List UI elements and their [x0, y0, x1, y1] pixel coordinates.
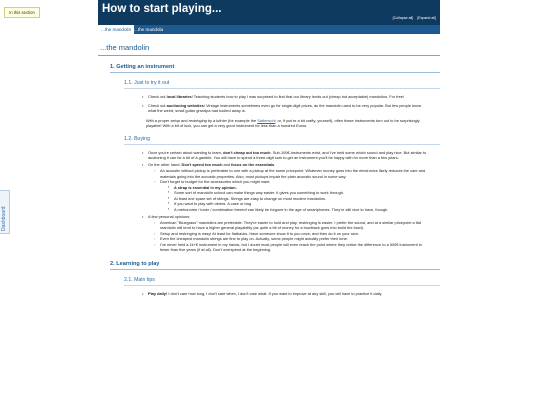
collapse-all-link[interactable]: [Collapse all] [392, 16, 414, 20]
list-item: • A few personal opinions: ◦ American "Bluegrass" mandolins are preferable. They're easier to hold and play, restringing is easier. I prefer the sound, and at a similar pricepoint a flat mandolin will tend to have a higher general playability (as quite a bit of money for a bowlback goes into build the bowl). ◦ Setup and restringing is easy! At least for flatbacks. Have someone show it to you once, and then do it on your own. ◦ Even the cheapest mandolin strings are fine to play on. Actually, some people might actually prefer their tone. ◦ I've never held a 1k+€ instrument in my hands, but I doubt most people will even reach the point where they notice the difference to a 500€ instrument in fewer than five years (if at all). Don't overspend at the beginning. [142, 214, 430, 253]
list-item: ◦ Even the cheapest mandolin strings are fine to play on. Actually, some people might actually prefer their tone. [154, 236, 430, 242]
tab-mandolin[interactable]: ...the mandolin [98, 25, 134, 34]
list-item: • On the other hand: Don't spend too much and focus on the essentials. ◦ An acoustic without pickup is preferable to one with a pickup at the same pricepoint. Whatever money goes into the electronics likely reduces the care and materials going into the acoustic properties. Also, most pickups impair the plain acoustic sound in some way. ◦ Don't forget to budget for the accessories which you might want. ▪ A strap is essential in my opinion. ▪ Some sort of mandolin school can make things way easier. It gives you something to work through. ▪ At least one spare set of strings. Strings are easy to change on most modern mandolins. ▪ If you want to play with others: A case or bag ▪ A metronome / tuner / combination thereof can likely be forgone in the age of smartphones. They're still nice to have, though. [142, 162, 430, 212]
section-heading-mandolin: ...the mandolin [98, 34, 440, 56]
expand-all-link[interactable]: [Expand all] [417, 16, 436, 20]
page-header [98, 0, 440, 25]
try-it-out-list [142, 94, 430, 114]
setup-paragraph: With a proper setup and restringing by a luthier (for example the Sattenschl; or, if you're a bit crafty, yourself), often these instruments turn out to be surprisingly playable! With a bit of luck, you can get a very good instrument for less than a hundred Euros. [146, 117, 420, 128]
list-item: ▪ Some sort of mandolin school can make things way easier. It gives you something to work through. [168, 190, 430, 196]
luthier-link[interactable]: Sattenschl [257, 117, 276, 123]
list-item: ▪ A metronome / tuner / combination thereof can likely be forgone in the age of smartphones. They're still nice to have, though. [168, 207, 430, 213]
subsection-try-it-out[interactable]: 1.1. Just to try it out [124, 80, 440, 89]
list-item: ◦ Don't forget to budget for the accessories which you might want. ▪ A strap is essential in my opinion. ▪ Some sort of mandolin school can make things way easier. It gives you something to work through. ▪ At least one spare set of strings. Strings are easy to change on most modern mandolins. ▪ If you want to play with others: A case or bag ▪ A metronome / tuner / combination thereof can likely be forgone in the age of smartphones. They're still nice to have, though. [154, 179, 430, 212]
main-tips-list [142, 291, 430, 297]
collapse-controls [390, 16, 436, 20]
buying-list [142, 150, 430, 253]
dashboard-tab[interactable] [0, 190, 10, 234]
list-item: • Check out auctioning websites! Vintage instruments sometimes even go for single-digit prices, as the mandolin used to be very popular. But few people know what the weird, small guitar grandpa had tucked away is. [142, 103, 430, 114]
subsection-main-tips[interactable]: 2.1. Main tips [124, 277, 440, 286]
list-item: ▪ A strap is essential in my opinion. [168, 185, 430, 191]
list-item: ◦ Setup and restringing is easy! At least for flatbacks. Have someone show it to you once, and then do it on your own. [154, 231, 430, 237]
list-item: ◦ An acoustic without pickup is preferable to one with a pickup at the same pricepoint. Whatever money goes into the electronics likely reduces the care and materials going into the acoustic properties. Also, most pickups impair the plain acoustic sound in some way. [154, 168, 430, 179]
list-item: • Check out local libraries! Teaching students how to play I was surprised to find that our library lends out (cheap but acceptable) mandolins. For free! [142, 94, 430, 100]
list-item: ▪ At least one spare set of strings. Strings are easy to change on most modern mandolins. [168, 196, 430, 202]
tab-mandola[interactable]: ...the mandola [134, 27, 164, 32]
tab-bar [98, 25, 440, 34]
dashboard-tab-label: Dashboard [1, 206, 7, 231]
list-item: ◦ American "Bluegrass" mandolins are preferable. They're easier to hold and play, restringing is easier. I prefer the sound, and at a similar pricepoint a flat mandolin will tend to have a higher general playability (as quite a bit of money for a bowlback goes into build the bowl). [154, 220, 430, 231]
section-learning-to-play[interactable]: 2. Learning to play [110, 261, 440, 270]
page-title: How to start playing... [102, 3, 222, 15]
list-item: ◦ I've never held a 1k+€ instrument in my hands, but I doubt most people will even reach the point where they notice the difference to a 500€ instrument in fewer than five years (if at all). Don't overspend at the beginning. [154, 242, 430, 253]
in-this-section-note[interactable]: In this section [4, 7, 40, 18]
list-item: • Play daily! I don't care how long, I don't care when, I don't care what. If you want to improve at any skill, you will have to practice it daily. [142, 291, 430, 297]
list-item: ▪ If you want to play with others: A case or bag [168, 201, 430, 207]
section-getting-instrument[interactable]: 1. Getting an instrument [110, 64, 440, 73]
list-item: • Once you're certain about wanting to learn, don't cheap out too much. Sub-100€-instruments exist, and I've held some which sound and play nice. But similar to auctioning it can be a bit of a gamble. You will have to spend a three-digit sum to get an instrument you'll be happy with for more than a few years. [142, 150, 430, 161]
main-content [98, 34, 440, 405]
subsection-buying[interactable]: 1.2. Buying [124, 136, 440, 145]
